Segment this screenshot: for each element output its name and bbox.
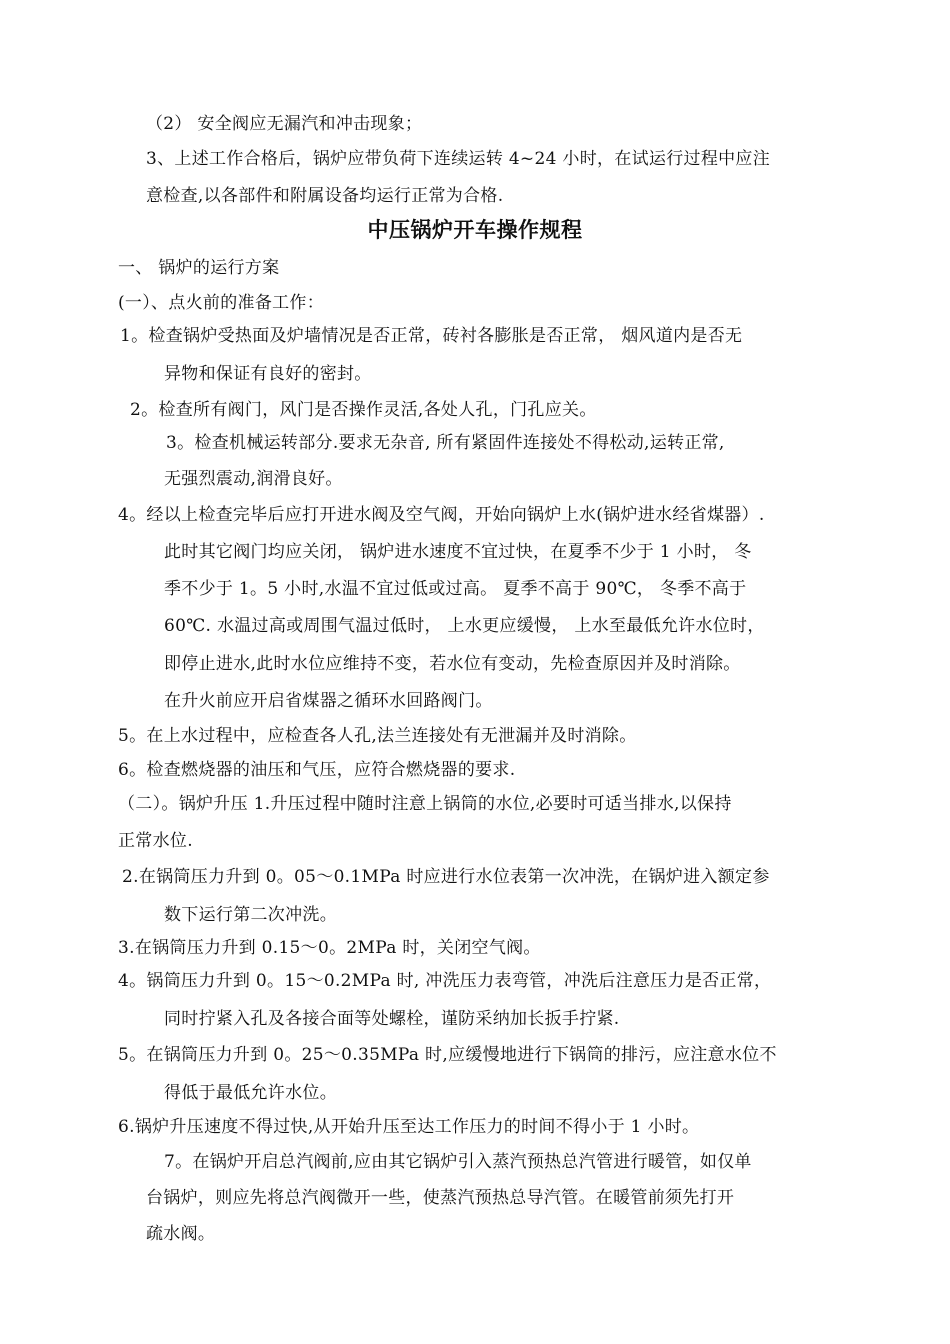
s2-item-4-line-1: 4。锅筒压力升到 0。15～0.2MPa 时, 冲洗压力表弯管，冲洗后注意压力是否正常， (118, 971, 772, 991)
s2-item-4-line-2: 同时拧紧入孔及各接合面等处螺栓，谨防采纳加长扳手拧紧. (164, 1009, 620, 1029)
item-4-line-1: 4。经以上检查完毕后应打开进水阀及空气阀，开始向锅炉上水(锅炉进水经省煤器）. (118, 505, 765, 525)
s2-item-7-line-2: 台锅炉，则应先将总汽阀微开一些，使蒸汽预热总导汽管。在暖管前须先打开 (146, 1188, 735, 1208)
item-2-line-1: 2。检查所有阀门，风门是否操作灵活,各处人孔，门孔应关。 (130, 400, 597, 420)
s2-item-2-line-2: 数下运行第二次冲洗。 (164, 905, 337, 925)
s2-item-2-line-1: 2.在锅筒压力升到 0。05～0.1MPa 时应进行水位表第一次冲洗，在锅炉进入额定参 (122, 867, 770, 887)
item-4-line-3: 季不少于 1。5 小时,水温不宜过低或过高。 夏季不高于 90℃， 冬季不高于 (164, 579, 747, 599)
item-4-line-4: 60℃. 水温过高或周围气温过低时， 上水更应缓慢， 上水至最低允许水位时， (164, 616, 765, 636)
intro-line-1: （2） 安全阀应无漏汽和冲击现象； (146, 114, 423, 134)
section-1-heading: 一、 锅炉的运行方案 (118, 258, 280, 278)
s2-item-5-line-2: 得低于最低允许水位。 (164, 1083, 337, 1103)
item-6-line-1: 6。检查燃烧器的油压和气压，应符合燃烧器的要求. (118, 760, 516, 780)
item-4-line-5: 即停止进水,此时水位应维持不变，若水位有变动，先检查原因并及时消除。 (164, 654, 741, 674)
item-1-line-1: 1。检查锅炉受热面及炉墙情况是否正常，砖衬各膨胀是否正常， 烟风道内是否无 (120, 326, 743, 346)
s2-item-3-line-1: 3.在锅筒压力升到 0.15～0。2MPa 时，关闭空气阀。 (118, 938, 541, 958)
item-1-line-2: 异物和保证有良好的密封。 (164, 364, 372, 384)
section-1-subheading: (一）、点火前的准备工作： (118, 293, 325, 313)
item-3-line-2: 无强烈震动,润滑良好。 (164, 469, 343, 489)
item-3-line-1: 3。检查机械运转部分.要求无杂音, 所有紧固件连接处不得松动,运转正常, (166, 433, 725, 453)
s2-item-1-line-1: （二）。锅炉升压 1.升压过程中随时注意上锅筒的水位,必要时可适当排水,以保持 (118, 794, 732, 814)
intro-line-3: 意检查,以各部件和附属设备均运行正常为合格. (146, 186, 504, 206)
item-4-line-2: 此时其它阀门均应关闭， 锅炉进水速度不宜过快，在夏季不少于 1 小时， 冬 (164, 542, 752, 562)
item-5-line-1: 5。在上水过程中，应检查各人孔,法兰连接处有无泄漏并及时消除。 (118, 726, 637, 746)
s2-item-1-line-2: 正常水位. (118, 831, 193, 851)
s2-item-5-line-1: 5。在锅筒压力升到 0。25～0.35MPa 时,应缓慢地进行下锅筒的排污，应注意水位不 (118, 1045, 777, 1065)
s2-item-7-line-3: 疏水阀。 (146, 1224, 216, 1244)
s2-item-7-line-1: 7。在锅炉开启总汽阀前,应由其它锅炉引入蒸汽预热总汽管进行暖管，如仅单 (164, 1152, 752, 1172)
item-4-line-6: 在升火前应开启省煤器之循环水回路阀门。 (164, 691, 493, 711)
document-title: 中压锅炉开车操作规程 (367, 218, 583, 242)
s2-item-6-line-1: 6.锅炉升压速度不得过快,从开始升压至达工作压力的时间不得小于 1 小时。 (118, 1117, 700, 1137)
intro-line-2: 3、上述工作合格后，锅炉应带负荷下连续运转 4~24 小时，在试运行过程中应注 (146, 149, 771, 169)
